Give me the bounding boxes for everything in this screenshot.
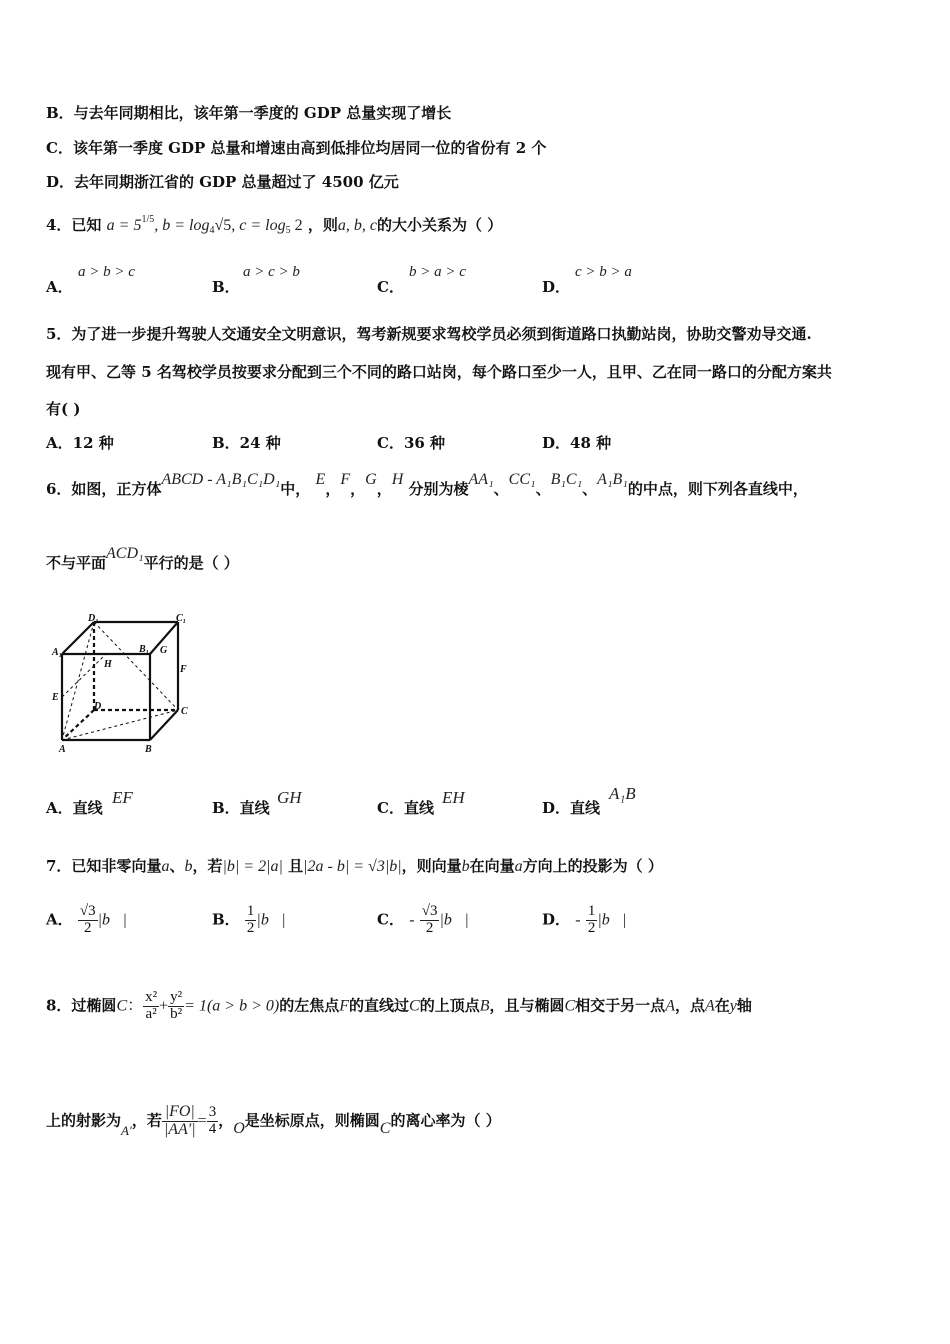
label-e: E xyxy=(52,692,59,703)
q8-value-num: 3 xyxy=(208,1104,217,1121)
q6-point-e: E xyxy=(315,471,326,488)
q4-mid: ，则 xyxy=(307,216,338,234)
q7-sep: 、 xyxy=(169,857,185,875)
q5-option-d: D．48 种 xyxy=(542,434,612,452)
q8-ratio-den: |AA′| xyxy=(163,1120,196,1138)
cube-figure xyxy=(50,612,200,757)
label-d: D xyxy=(94,701,102,712)
q7-option-a-label: A． xyxy=(46,910,73,929)
q6-point-h: H xyxy=(391,471,404,488)
q5-line-1: 5．为了进一步提升驾驶人交通安全文明意识，驾考新规要求驾校学员必须到街道路口执勤站岗，协助交警劝导交通. xyxy=(46,325,812,343)
q4-expr-a: a = 5 xyxy=(106,217,142,234)
label-b1: B₁ xyxy=(139,644,150,655)
q8-plus: + xyxy=(159,997,169,1015)
q8-y-fraction xyxy=(168,990,184,1023)
q6-cube: ABCD - A₁B₁C₁D₁ xyxy=(161,471,281,488)
q7-option-b-den: 2 xyxy=(246,919,255,936)
q7-vec-b: b xyxy=(184,858,193,875)
q4-option-d-math: c > b > a xyxy=(575,264,632,280)
label-d1: D₁ xyxy=(88,613,99,624)
q8-axis-y: y xyxy=(729,997,737,1015)
q8-point-a-prime: A′ xyxy=(121,1123,132,1139)
q8-mid9: ，若 xyxy=(131,1111,162,1130)
q8-comma: ， xyxy=(218,1111,234,1130)
q8-ellipse-c-3: C xyxy=(564,997,576,1015)
q8-point-a: A xyxy=(665,997,675,1015)
q4-expr-c-sub: 5 xyxy=(285,225,291,236)
q7-option-d-sign: - xyxy=(575,911,581,929)
q8-ellipse-c-2: C xyxy=(409,997,420,1015)
q8-mid8: 轴 xyxy=(736,996,752,1015)
q4-option-c-math: b > a > c xyxy=(409,264,466,280)
q6-point-f: F xyxy=(340,471,351,488)
q6-mid2: 分别为棱 xyxy=(408,480,469,498)
q6-sep: 、 xyxy=(582,480,598,498)
q6-option-c-label: C．直线 xyxy=(377,799,434,817)
q4-option-a-math: a > b > c xyxy=(78,264,135,280)
q7-option-c-num: √3 xyxy=(421,903,438,919)
q8-line2-prefix: 上的射影为 xyxy=(46,1111,122,1130)
q8-point-a-2: A xyxy=(704,997,715,1015)
q8-ratio-fraction xyxy=(162,1104,198,1139)
q8-y-den: b² xyxy=(170,1005,183,1022)
q6-suffix: 的中点，则下列各直线中， xyxy=(627,480,808,498)
q7-cond2: |2a - b| = √3|b| xyxy=(303,858,402,875)
q6-option-b-label: B．直线 xyxy=(212,799,270,817)
q8-ellipse-c: C xyxy=(116,997,128,1015)
q7-option-b-fraction xyxy=(245,904,257,937)
label-a1: A₁ xyxy=(52,647,63,658)
q7-option-d-den: 2 xyxy=(587,919,596,936)
q7-option-b-label: B． xyxy=(212,910,240,929)
q8-mid1: 的左焦点 xyxy=(279,996,340,1015)
q7-option-a-fraction xyxy=(78,904,98,937)
q8-prefix: 8．过椭圆 xyxy=(46,996,117,1015)
label-f: F xyxy=(180,664,187,675)
q5-line-3: 有( ) xyxy=(46,400,81,418)
q4-expr-c-arg: 2 xyxy=(290,217,303,234)
q7-option-a xyxy=(46,904,127,937)
q8-mid4: ，且与椭圆 xyxy=(489,996,565,1015)
q8-stem xyxy=(46,990,752,1023)
q6-sep: 、 xyxy=(535,480,551,498)
q7-option-b xyxy=(212,904,286,937)
q8-mid2: 的直线过 xyxy=(349,996,410,1015)
q7-mid4: 在向量 xyxy=(469,857,515,875)
q7-option-a-num: √3 xyxy=(79,903,96,919)
label-c: C xyxy=(181,706,188,717)
q4-expr-c: , c = log xyxy=(231,217,286,234)
q6-comma: ， xyxy=(325,480,341,498)
q6-sep: 、 xyxy=(493,480,509,498)
q7-option-c-fraction xyxy=(420,904,440,937)
edge-da xyxy=(62,710,94,740)
q4-option-a-label: A． xyxy=(46,278,73,296)
label-g: G xyxy=(160,645,168,656)
q8-stem-line-2 xyxy=(46,1104,501,1139)
q6-edge-b1c1: B₁C₁ xyxy=(550,471,583,488)
q4-option-c-label: C． xyxy=(377,278,404,296)
q6-line2-suffix: 平行的是（ ） xyxy=(143,554,239,572)
diag-d1a xyxy=(62,622,94,740)
q8-value-fraction xyxy=(207,1105,219,1138)
q8-ellipse-c-4: C xyxy=(379,1120,391,1138)
q7-stem xyxy=(46,855,663,876)
q7-option-c-sign: - xyxy=(409,911,415,929)
q8-mid10: 是坐标原点，则椭圆 xyxy=(244,1111,380,1130)
q7-option-c-tail: |b⃗| xyxy=(439,911,469,929)
q4-option-d-label: D． xyxy=(542,278,571,296)
q4-option-b-label: B． xyxy=(212,278,240,296)
q4-stem xyxy=(46,214,502,236)
q4-expr-b-arg: √5 xyxy=(214,217,232,234)
q7-option-d xyxy=(542,904,627,937)
q8-value-den: 4 xyxy=(208,1120,217,1137)
q6-stem-line-2 xyxy=(46,545,239,573)
q8-mid5: 相交于另一点 xyxy=(575,996,666,1015)
q8-point-f: F xyxy=(339,997,349,1015)
q3-option-d: D．去年同期浙江省的 GDP 总量超过了 4500 亿元 xyxy=(46,173,399,191)
q8-ratio-num: |FO| xyxy=(162,1104,198,1122)
q7-prefix: 7．已知非零向量 xyxy=(46,857,162,875)
q8-x-fraction xyxy=(143,990,159,1023)
q4-expr-a-exp: 1/5 xyxy=(141,214,155,225)
q8-colon: ： xyxy=(127,997,144,1015)
q4-expr-b: , b = log xyxy=(154,217,210,234)
q6-mid1: 中， xyxy=(280,480,311,498)
q7-option-c-den: 2 xyxy=(425,919,434,936)
label-a: A xyxy=(59,744,66,755)
q6-plane: ACD₁ xyxy=(106,545,144,562)
q8-x-den: a² xyxy=(145,1005,157,1022)
q6-prefix: 6．如图，正方体 xyxy=(46,480,162,498)
q8-mid3: 的上顶点 xyxy=(419,996,480,1015)
q7-mid1: ，若 xyxy=(192,857,223,875)
q6-stem xyxy=(46,471,808,499)
q7-option-d-tail: |b⃗| xyxy=(597,911,627,929)
q6-option-b-math: GH xyxy=(277,788,302,807)
q3-option-c: C．该年第一季度 GDP 总量和增速由高到低排位均居同一位的省份有 2 个 xyxy=(46,139,547,157)
q6-edge-cc1: CC₁ xyxy=(508,471,536,488)
seg-eh xyxy=(62,654,106,697)
q5-line-2: 现有甲、乙等 5 名驾校学员按要求分配到三个不同的路口站岗，每个路口至少一人，且甲、乙在同一路口的分配方案共 xyxy=(46,363,832,381)
q8-suffix: 的离心率为（ ） xyxy=(390,1111,501,1130)
q7-option-b-num: 1 xyxy=(246,903,255,919)
q8-y-num: y² xyxy=(170,989,183,1005)
q7-option-c-label: C． xyxy=(377,910,404,929)
q7-option-a-tail: |b⃗| xyxy=(97,911,127,929)
q5-option-c: C．36 种 xyxy=(377,434,446,452)
q8-x-num: x² xyxy=(145,989,158,1005)
q7-mid3: ，则向量 xyxy=(401,857,462,875)
q7-cond1: |b| = 2|a| xyxy=(222,858,283,875)
q3-option-b: B．与去年同期相比，该年第一季度的 GDP 总量实现了增长 xyxy=(46,104,452,122)
q6-comma: ， xyxy=(350,480,366,498)
q7-option-c xyxy=(377,904,469,937)
q4-suffix: 的大小关系为（ ） xyxy=(376,216,503,234)
q6-comma: ， xyxy=(376,480,392,498)
q7-vec-a-2: a xyxy=(514,858,523,875)
q4-expr-b-sub: 4 xyxy=(209,225,215,236)
q7-option-a-den: 2 xyxy=(83,919,92,936)
diag-ac xyxy=(62,710,178,740)
q7-vec-a: a xyxy=(161,858,170,875)
q5-option-b: B．24 种 xyxy=(212,434,281,452)
q8-ratio-eq: = xyxy=(197,1112,207,1130)
q6-option-c-math: EH xyxy=(442,788,465,807)
q8-equation-tail: = 1(a > b > 0) xyxy=(184,997,280,1015)
q6-edge-a1b1: A₁B₁ xyxy=(597,471,628,488)
edge-bc xyxy=(150,710,178,740)
label-b: B xyxy=(145,744,152,755)
q7-option-d-label: D． xyxy=(542,910,571,929)
label-c1: C₁ xyxy=(176,613,187,624)
q6-option-a-math: EF xyxy=(112,788,133,807)
q8-point-o: O xyxy=(233,1120,245,1138)
q5-option-a: A．12 种 xyxy=(46,434,114,452)
q8-mid6: ，点 xyxy=(674,996,705,1015)
q4-option-b-math: a > c > b xyxy=(243,264,300,280)
q8-point-b: B xyxy=(479,997,490,1015)
q4-vars: a, b, c xyxy=(337,217,377,234)
q6-line2-prefix: 不与平面 xyxy=(46,554,107,572)
q7-option-d-num: 1 xyxy=(587,903,596,919)
q4-prefix: 4．已知 xyxy=(46,216,102,234)
q6-edge-aa1: AA₁ xyxy=(468,471,494,488)
q7-vec-b-2: b xyxy=(461,858,470,875)
edge-d1a1 xyxy=(62,622,94,654)
q7-mid2: 且 xyxy=(288,857,304,875)
q7-suffix: 方向上的投影为（ ） xyxy=(522,857,663,875)
q7-option-d-fraction xyxy=(586,904,598,937)
q8-mid7: 在 xyxy=(714,996,730,1015)
q6-point-g: G xyxy=(365,471,377,488)
q7-option-b-tail: |b⃗| xyxy=(256,911,286,929)
q6-option-d-math: A₁B xyxy=(609,784,636,803)
label-h: H xyxy=(104,659,112,670)
q6-option-a-label: A．直线 xyxy=(46,799,103,817)
q6-option-d-label: D．直线 xyxy=(542,799,601,817)
